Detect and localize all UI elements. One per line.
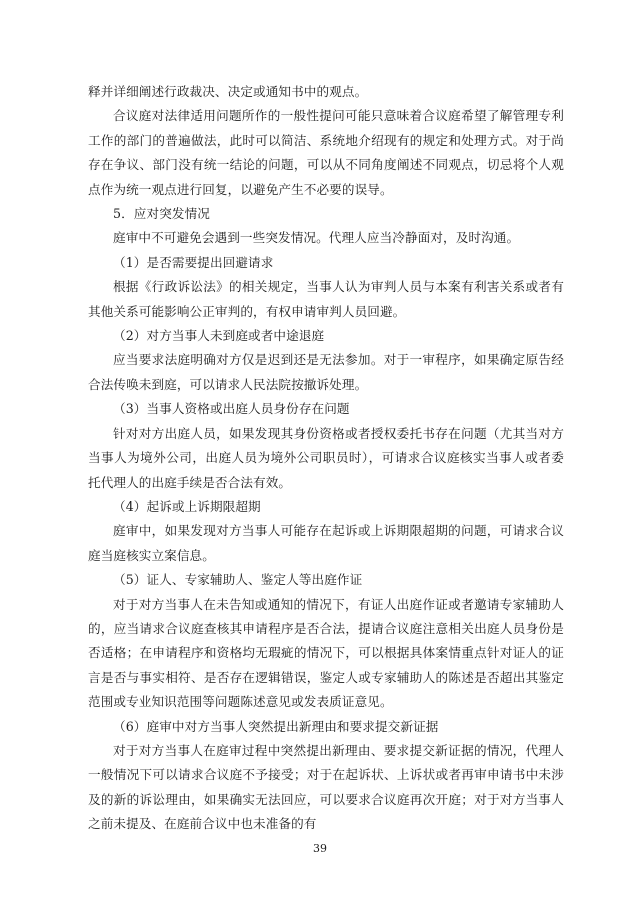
subsection-heading: （1）是否需要提出回避请求 [113, 254, 274, 270]
paragraph: 庭审中不可避免会遇到一些突发情况。代理人应当冷静面对，及时沟通。 [113, 230, 520, 246]
page-number: 39 [313, 842, 327, 855]
subsection-heading: （5）证人、专家辅助人、鉴定人等出庭作证 [113, 572, 363, 588]
paragraph: 根据《行政诉讼法》的相关规定，当事人认为审判人员与本案有利害关系或者有其他关系可能影响公正审判的，有权申请审判人员回避。 [88, 279, 564, 319]
subsection-heading: （3）当事人资格或出庭人员身份存在问题 [113, 401, 350, 417]
paragraph: 对于对方当事人在庭审过程中突然提出新理由、要求提交新证据的情况，代理人一般情况下可以请求合议庭不予接受；对于在起诉状、上诉状或者再审申请书中未涉及的新的诉讼理由，如果确实无法回应，可以要求合议庭再次开庭；对于对方当事人之前未提及、在庭前合议中也未准备的有 [88, 742, 564, 832]
subsection-heading: （2）对方当事人未到庭或者中途退庭 [113, 328, 325, 344]
paragraph: 对于对方当事人在未告知或通知的情况下，有证人出庭作证或者邀请专家辅助人的，应当请求合议庭查核其申请程序是否合法，提请合议庭注意相关出庭人员身份是否适格；在申请程序和资格均无瑕疵的情况下，可以根据具体案情重点针对证人的证言是否与事实相符、是否存在逻辑错误，鉴定人或专家辅助人的陈述是否超出其鉴定范围或专业知识范围等问题陈述意见或发表质证意见。 [88, 596, 564, 710]
subsection-heading: （6）庭审中对方当事人突然提出新理由和要求提交新证据 [113, 718, 439, 734]
paragraph: 合议庭对法律适用问题所作的一般性提问可能只意味着合议庭希望了解管理专利工作的部门的普遍做法，此时可以简洁、系统地介绍现有的规定和处理方式。对于尚存在争议、部门没有统一结论的问题，可以从不同角度阐述不同观点，切忌将个人观点作为统一观点进行回复，以避免产生不必要的误导。 [88, 108, 564, 197]
paragraph: 针对对方出庭人员，如果发现其身份资格或者授权委托书存在问题（尤其当对方当事人为境外公司，出庭人员为境外公司职员时），可请求合议庭核实当事人或者委托代理人的出庭手续是否合法有效。 [88, 425, 564, 490]
body-text [88, 80, 564, 837]
paragraph: 应当要求法庭明确对方仅是迟到还是无法参加。对于一审程序，如果确定原告经合法传唤未到庭，可以请求人民法院按撤诉处理。 [88, 352, 564, 392]
section-heading: 5．应对突发情况 [113, 206, 210, 222]
paragraph: 释并详细阐述行政裁决、决定或通知书中的观点。 [88, 84, 368, 99]
paragraph: 庭审中，如果发现对方当事人可能存在起诉或上诉期限超期的问题，可请求合议庭当庭核实立案信息。 [88, 523, 564, 563]
subsection-heading: （4）起诉或上诉期限超期 [113, 498, 261, 514]
